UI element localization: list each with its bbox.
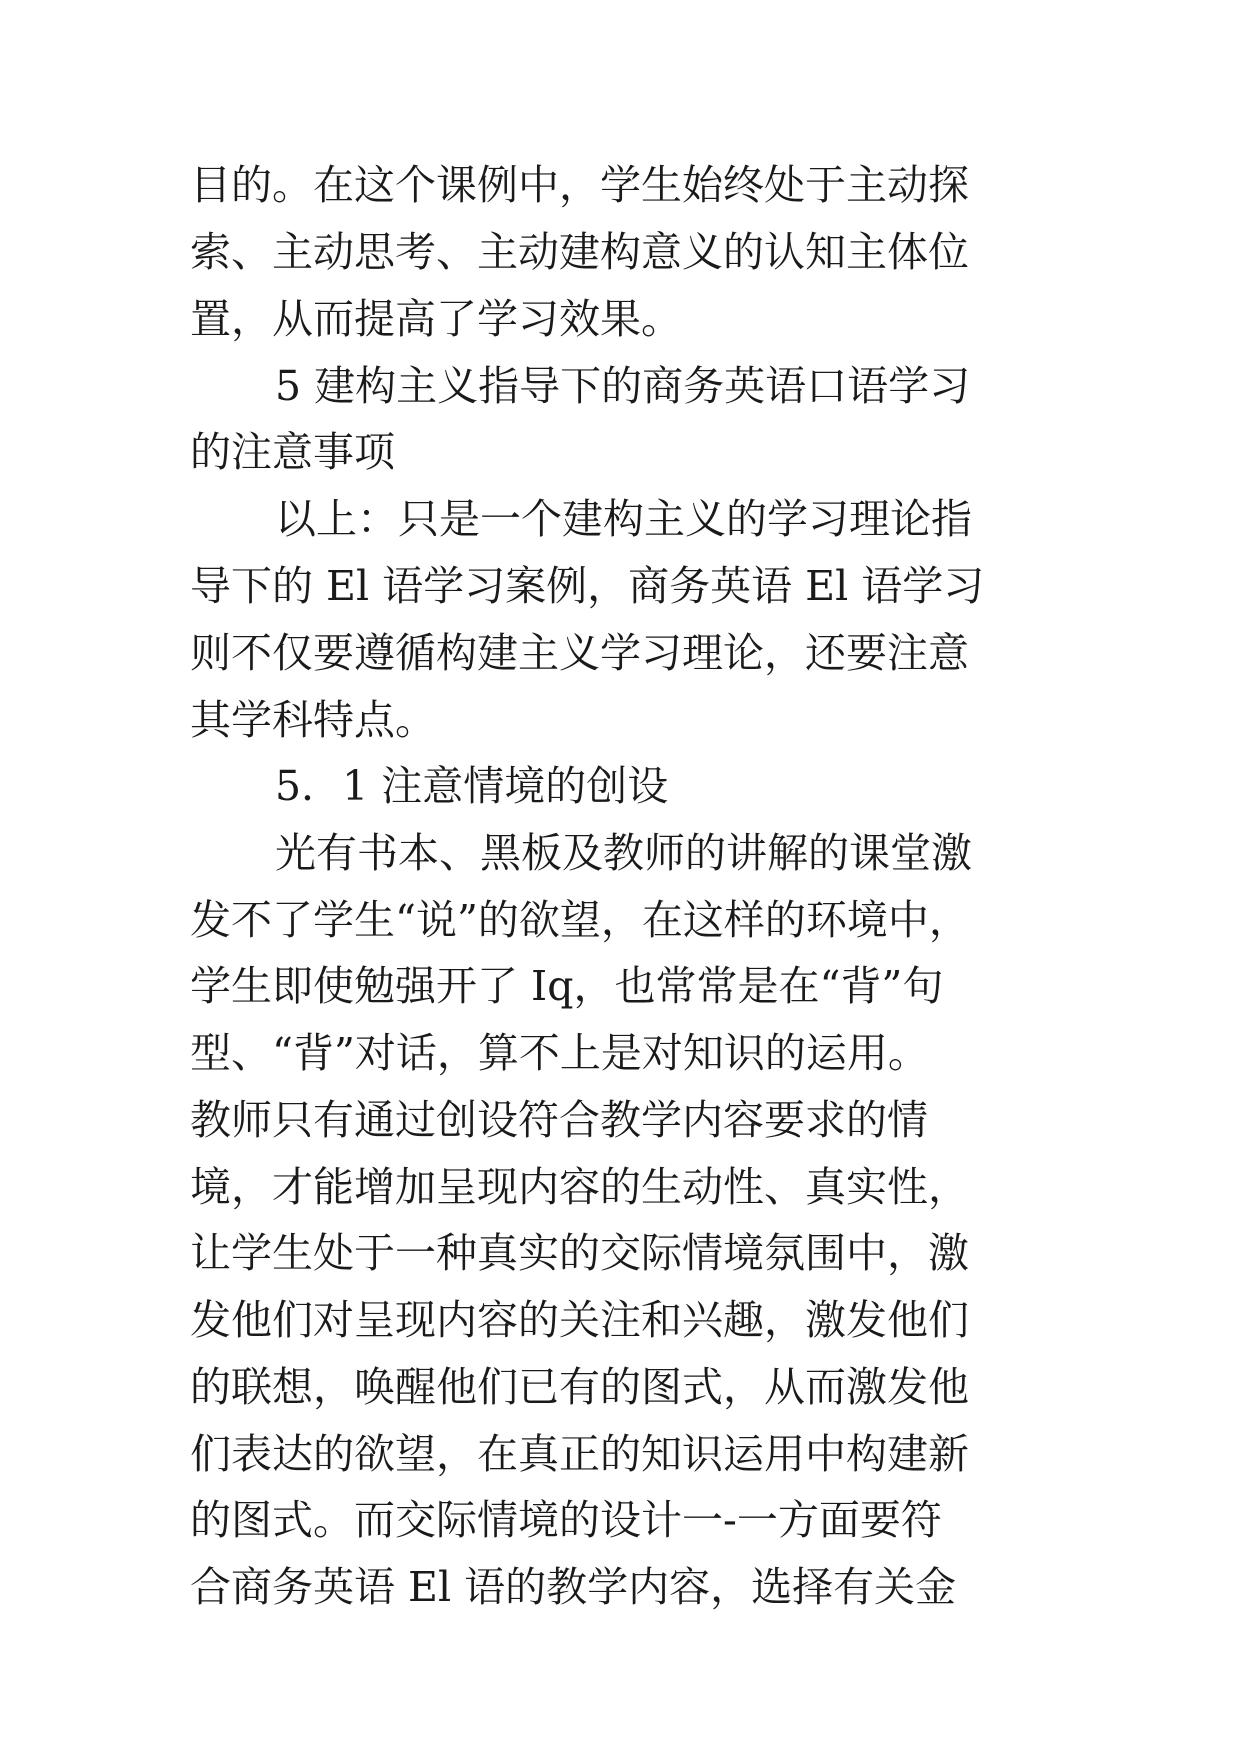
text-line: 导下的 El 语学习案例，商务英语 El 语学习 (190, 562, 985, 610)
text-line: 索、主动思考、主动建构意义的认知主体位 (190, 228, 969, 276)
text-line: 合商务英语 El 语的教学内容，选择有关金 (190, 1563, 957, 1611)
text-line: 们表达的欲望，在真正的知识运用中构建新 (190, 1430, 969, 1478)
text-line: 教师只有通过创设符合教学内容要求的情 (190, 1096, 928, 1144)
text-line: 其学科特点。 (190, 696, 436, 744)
paragraph-start: 以上：只是一个建构主义的学习理论指 (275, 495, 972, 543)
subsection-heading: 5．1 注意情境的创设 (275, 762, 669, 810)
text-line: 的联想，唤醒他们已有的图式，从而激发他 (190, 1363, 969, 1411)
text-line: 置，从而提高了学习效果。 (190, 295, 682, 343)
text-line: 型、“背”对话，算不上是对知识的运用。 (190, 1029, 929, 1077)
text-line: 发他们对呈现内容的关注和兴趣，激发他们 (190, 1296, 969, 1344)
section-heading-continuation: 的注意事项 (190, 428, 395, 476)
text-line: 的图式。而交际情境的设计一-一方面要符 (190, 1496, 942, 1544)
text-line: 让学生处于一种真实的交际情境氛围中，激 (190, 1229, 969, 1277)
text-line: 境，才能增加呈现内容的生动性、真实性， (190, 1163, 969, 1211)
text-line: 则不仅要遵循构建主义学习理论，还要注意 (190, 629, 969, 677)
paragraph-start: 光有书本、黑板及教师的讲解的课堂激 (275, 829, 972, 877)
text-line: 目的。在这个课例中，学生始终处于主动探 (190, 161, 969, 209)
section-heading: 5 建构主义指导下的商务英语口语学习 (275, 362, 971, 410)
text-line: 发不了学生“说”的欲望，在这样的环境中， (190, 896, 970, 944)
text-line: 学生即使勉强开了 Iq，也常常是在“背”句 (190, 962, 944, 1010)
